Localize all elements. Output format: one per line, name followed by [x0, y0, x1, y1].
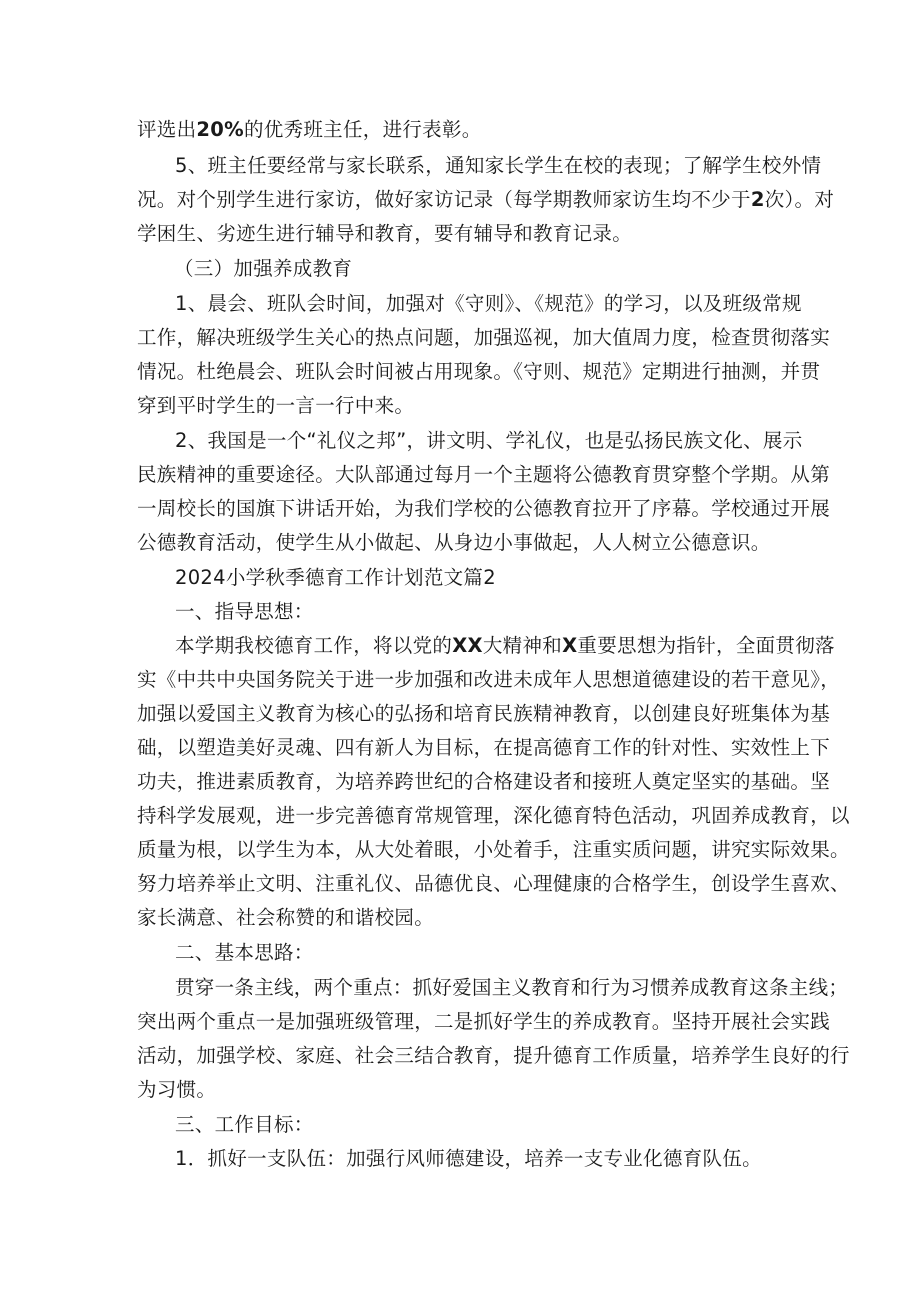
paragraph-line: 为习惯。	[137, 1078, 217, 1101]
paragraph-line: 持科学发展观，进一步完善德育常规管理，深化德育特色活动，巩固养成教育，以	[137, 804, 850, 827]
paragraph-line: 情况。杜绝晨会、班队会时间被占用现象。《守则、规范》定期进行抽测，并贯	[137, 360, 821, 383]
paragraph-line: 5、班主任要经常与家长联系，通知家长学生在校的表现；了解学生校外情	[175, 154, 822, 177]
paragraph-line: 工作，解决班级学生关心的热点问题，加强巡视，加大值周力度，检查贯彻落实	[137, 326, 831, 349]
paragraph-line: 加强以爱国主义教育为核心的弘扬和培育民族精神教育，以创建良好班集体为基	[137, 702, 831, 725]
paragraph-line: 况。对个别学生进行家访，做好家访记录（每学期教师家访生均不少于2次）。对	[137, 188, 835, 211]
paragraph-line: 本学期我校德育工作，将以党的XX大精神和X重要思想为指针，全面贯彻落	[175, 634, 835, 657]
section-heading: 三、工作目标：	[175, 1113, 314, 1136]
paragraph-line: 贯穿一条主线，两个重点：抓好爱国主义教育和行为习惯养成教育这条主线；	[175, 976, 849, 999]
paragraph-line: 学困生、劣迹生进行辅导和教育，要有辅导和教育记录。	[137, 222, 633, 245]
paragraph-line: 评选出20%的优秀班主任，进行表彰。	[137, 118, 482, 141]
paragraph-line: 突出两个重点一是加强班级管理，二是抓好学生的养成教育。坚持开展社会实践	[137, 1010, 831, 1033]
paragraph-line: 1．抓好一支队伍：加强行风师德建设，培养一支专业化德育队伍。	[175, 1147, 762, 1170]
section-heading: 二、基本思路：	[175, 941, 314, 964]
paragraph-line: 一周校长的国旗下讲话开始，为我们学校的公德教育拉开了序幕。学校通过开展	[137, 497, 831, 520]
paragraph-line: 活动，加强学校、家庭、社会三结合教育，提升德育工作质量，培养学生良好的行	[137, 1044, 850, 1067]
paragraph-line: 民族精神的重要途径。大队部通过每月一个主题将公德教育贯穿整个学期。从第	[137, 463, 831, 486]
article-title: 2024小学秋季德育工作计划范文篇2	[175, 566, 496, 589]
paragraph-line: 功夫，推进素质教育，为培养跨世纪的合格建设者和接班人奠定坚实的基础。坚	[137, 770, 831, 793]
paragraph-line: 2、我国是一个“礼仪之邦”，讲文明、学礼仪，也是弘扬民族文化、展示	[175, 429, 803, 452]
paragraph-line: 努力培养举止文明、注重礼仪、品德优良、心理健康的合格学生，创设学生喜欢、	[137, 872, 850, 895]
paragraph-line: 质量为根，以学生为本，从大处着眼，小处着手，注重实质问题，讲究实际效果。	[137, 838, 850, 861]
paragraph-line: 公德教育活动，使学生从小做起、从身边小事做起，人人树立公德意识。	[137, 531, 771, 554]
paragraph-line: 穿到平时学生的一言一行中来。	[137, 394, 415, 417]
paragraph-line: 1、晨会、班队会时间，加强对《守则》、《规范》的学习，以及班级常规	[175, 292, 802, 315]
paragraph-line: 础，以塑造美好灵魂、四有新人为目标，在提高德育工作的针对性、实效性上下	[137, 736, 831, 759]
section-heading: （三）加强养成教育	[174, 257, 353, 280]
paragraph-line: 家长满意、社会称赞的和谐校园。	[137, 906, 435, 929]
section-heading: 一、指导思想：	[175, 600, 314, 623]
paragraph-line: 实《中共中央国务院关于进一步加强和改进未成年人思想道德建设的若干意见》，	[137, 668, 841, 691]
